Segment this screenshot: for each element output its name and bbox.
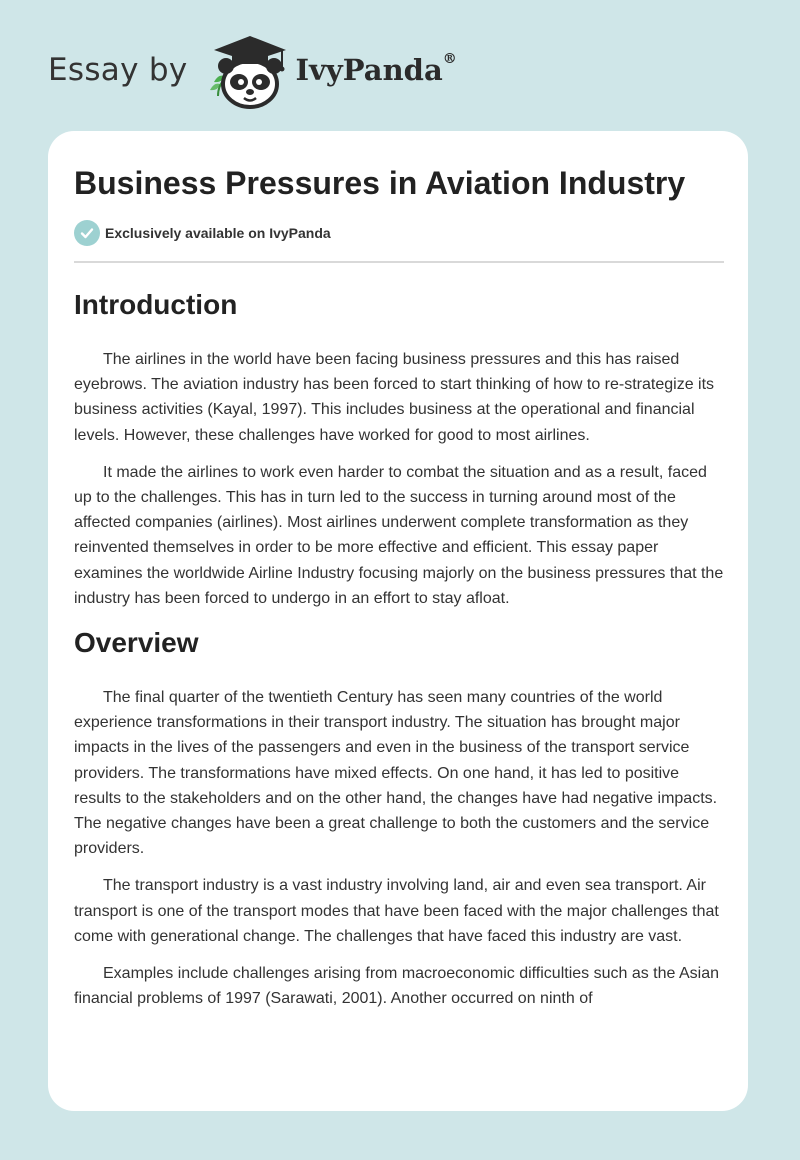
brand-name[interactable] (296, 53, 457, 87)
registered-mark: ® (442, 51, 457, 67)
paragraph: Examples include challenges arising from macroeconomic difficulties such as the Asian financial problems of 1997 (Sarawati, 2001). Another occurred on ninth of (74, 965, 720, 1008)
paragraph: It made the airlines to work even harder to combat the situation and as a result, faced up to the challenges. This has in turn led to the success in turning around most of the affected companies (airlines). Most airlines underwent complete transformation as they reinvented themselves in order to be more effective and efficient. This essay paper examines the worldwide Airline Industry focusing majorly on the business pressures that the industry has been forced to undergo in an effort to stay afloat. (74, 463, 724, 607)
essay-title: Business Pressures in Aviation Industry (74, 165, 686, 201)
essay-card (48, 131, 748, 1111)
exclusive-badge (74, 220, 331, 246)
panda-logo-icon[interactable] (204, 30, 290, 110)
section-heading: Overview (74, 627, 199, 659)
brand-prefix: Essay by (48, 52, 188, 88)
brand-name-text: IvyPanda (295, 53, 443, 87)
check-icon (74, 220, 100, 246)
section-introduction (74, 285, 724, 611)
section-overview (74, 623, 724, 1011)
paragraph: The transport industry is a vast industry involving land, air and even sea transport. Air transport is one of the transport modes that have been faced with the major challenges that come with generational change. The challenges that have faced this industry are vast. (74, 877, 719, 945)
title-divider (74, 261, 724, 263)
exclusive-badge-text: Exclusively available on IvyPanda (105, 225, 331, 241)
paragraph: The final quarter of the twentieth Century has seen many countries of the world experience transformations in their transport industry. The situation has brought major impacts in the lives of the passengers and even in the business of the transport service providers. The transformations have mixed effects. On one hand, it has led to positive results to the stakeholders and on the other hand, the changes have had negative impacts. The negative changes have been a great challenge to both the customers and the service providers. (74, 689, 718, 858)
section-heading: Introduction (74, 289, 238, 320)
paragraph: The airlines in the world have been facing business pressures and this has raised eyebrows. The aviation industry has been forced to start thinking of how to re-strategize its business activities (Kayal, 1997). This includes business at the operational and financial levels. However, these challenges have worked for good to most airlines. (74, 351, 715, 444)
site-header (48, 30, 457, 110)
essay-body (74, 281, 724, 1023)
